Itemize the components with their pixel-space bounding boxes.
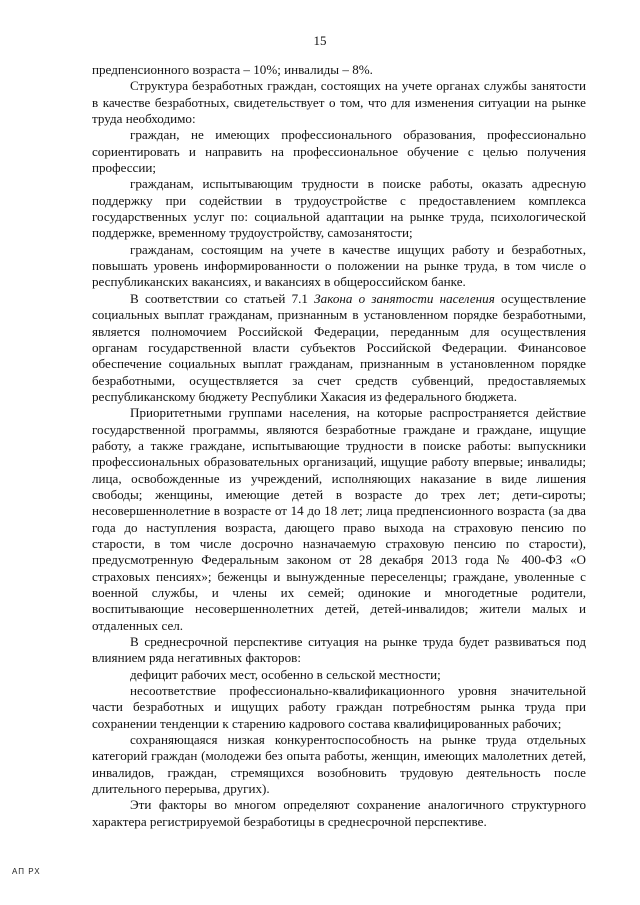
page-number: 15	[313, 33, 327, 48]
paragraph	[92, 62, 586, 78]
paragraph-text: Эти факторы во многом определяют сохранение аналогичного структурного характера регистрируемой безработицы в среднесрочной перспективе.	[92, 797, 586, 829]
paragraph-text: сохраняющаяся низкая конкурентоспособность на рынке труда отдельных категорий граждан (молодежи без опыта работы, женщин, имеющих малолетних детей, инвалидов, граждан, стремящихся возобновить трудовую деятельность после длительного перерыва, других).	[92, 732, 586, 797]
paragraph-text: гражданам, состоящим на учете в качестве ищущих работу и безработных, повышать уровень информированности о положении на рынке труда, в том числе о республиканских вакансиях, и вакансиях в общероссийском банке.	[92, 241, 586, 290]
paragraph-text: дефицит рабочих мест, особенно в сельской местности;	[130, 666, 441, 682]
paragraph	[92, 732, 586, 797]
paragraph-text: гражданам, испытывающим трудности в поиске работы, оказать адресную поддержку при содействии в трудоустройстве с предоставлением комплекса государственных услуг по: социальной адаптации на рынке труда, психологической поддержке, временному трудоустройству, самозанятости;	[92, 176, 586, 241]
paragraph	[92, 667, 586, 683]
paragraph	[92, 683, 586, 732]
paragraph	[92, 797, 586, 830]
paragraph	[92, 176, 586, 241]
paragraph	[92, 405, 586, 634]
paragraph-text: осуществление социальных выплат гражданам, признанным в установленном порядке безработными, является полномочием Российской Федерации, переданным для осуществления органам государственной власти субъектов Российской Федерации. Финансовое обеспечение социальных выплат гражданам, признанным в установленном порядке безработными, осуществляется за счет средств субвенций, предоставляемых республиканскому бюджету Республики Хакасия из федерального бюджета.	[92, 290, 586, 404]
footer-mark: АП РХ	[12, 867, 41, 876]
paragraph-text: граждан, не имеющих профессионального образования, профессионально сориентировать и направить на профессиональное обучение с целью получения профессии;	[92, 127, 586, 176]
paragraph-text: В соответствии со статьей 7.1	[130, 290, 315, 306]
paragraph	[92, 127, 586, 176]
law-reference: Закона о занятости населения	[314, 290, 495, 306]
paragraph-text: Приоритетными группами населения, на которые распространяется действие государственной программы, являются безработные граждане и граждане, ищущие работу, а также граждане, испытывающие трудности в поиске работы: выпускники профессиональных образовательных организаций, ищущие работу впервые; инвалиды; лица, освобожденные из учреждений, исполняющих наказание в виде лишения свободы; женщины, имеющие детей в возрасте до трех лет; дети-сироты; несовершеннолетние в возрасте от 14 до 18 лет; лица предпенсионного возраста (за два года до наступления возраста, дающего право выхода на страховую пенсию по старости, в том числе досрочно назначаемую страховую пенсию по старости), предусмотренную Федеральным законом от 28 декабря 2013 года № 400-ФЗ «О страховых пенсиях»; беженцы и вынужденные переселенцы; граждане, уволенные с военной службы, и члены их семей; одинокие и многодетные родители, воспитывающие несовершеннолетних детей, детей-инвалидов; жители малых и отдаленных сел.	[92, 405, 586, 633]
paragraph-text: несоответствие профессионально-квалификационного уровня значительной части безработных и ищущих работу граждан потребностям рынка труда при сохранении тенденции к старению кадрового состава квалифицированных рабочих;	[92, 683, 586, 731]
body-text	[92, 62, 586, 830]
paragraph	[92, 291, 586, 405]
paragraph	[92, 634, 586, 667]
paragraph	[92, 78, 586, 127]
paragraph-text: Структура безработных граждан, состоящих на учете органах службы занятости в качестве безработных, свидетельствует о том, что для изменения ситуации на рынке труда необходимо:	[92, 78, 586, 127]
paragraph-text: В среднесрочной перспективе ситуация на рынке труда будет развиваться под влиянием ряда негативных факторов:	[92, 634, 586, 666]
paragraph-text: предпенсионного возраста – 10%; инвалиды – 8%.	[92, 62, 373, 77]
paragraph	[92, 242, 586, 291]
